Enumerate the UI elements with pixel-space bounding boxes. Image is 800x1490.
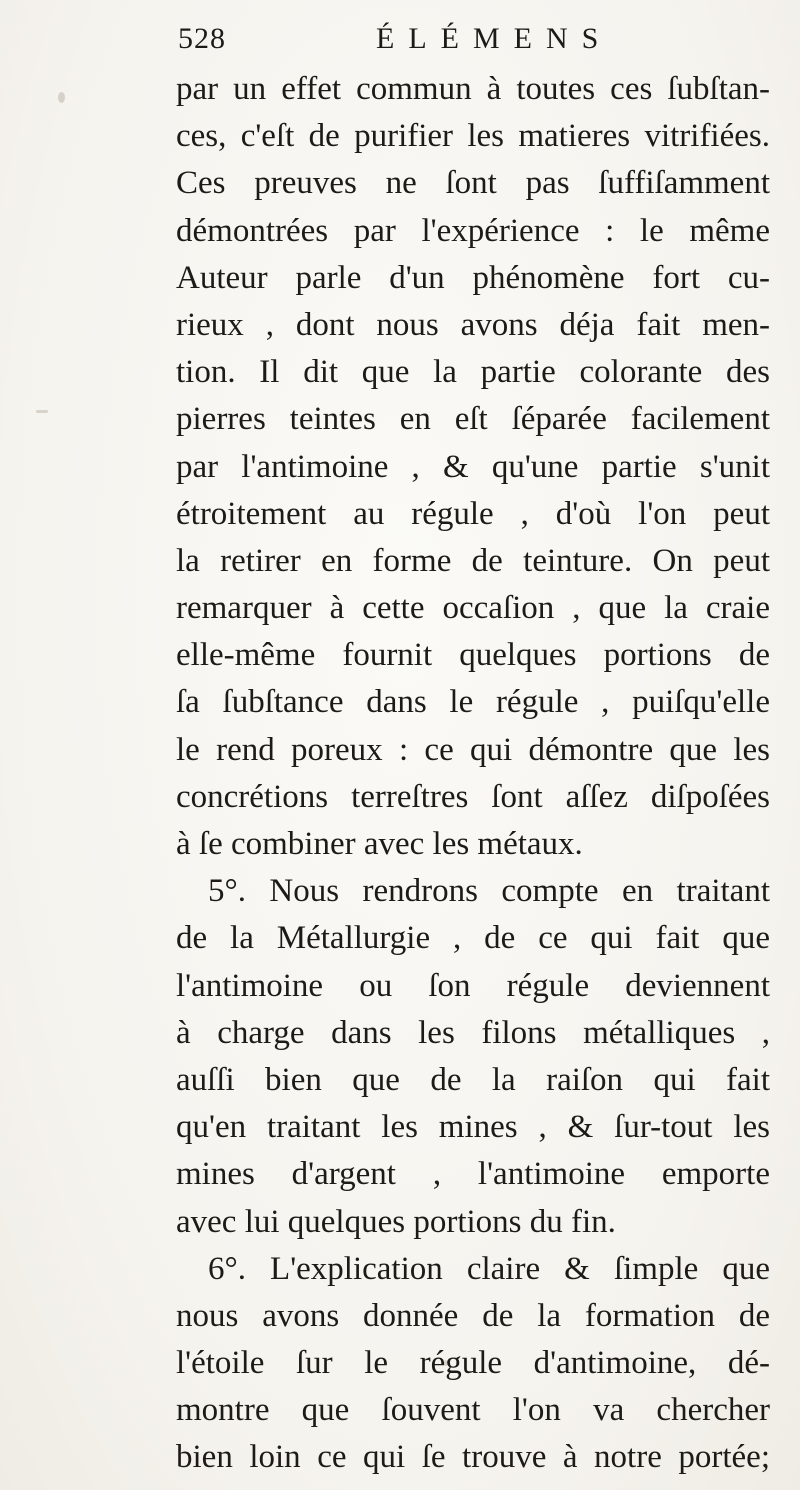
text-line: auſſi bien que de la raiſon qui fait: [176, 1061, 770, 1098]
text-line: montre que ſouvent l'on va chercher: [176, 1392, 770, 1429]
text-line: à ſe combiner avec les métaux.: [176, 826, 583, 862]
body-text: [176, 66, 770, 1482]
running-title: ÉLÉMENS: [376, 22, 613, 55]
text-line: concrétions terreſtres ſont aſſez diſpoſées: [176, 778, 770, 815]
text-line: remarquer à cette occaſion , que la craie: [176, 590, 770, 627]
text-line: démontrées par l'expérience : le même: [176, 212, 770, 249]
text-line: Auteur parle d'un phénomène fort cu-: [176, 259, 770, 296]
text-line: par un effet commun à toutes ces ſubſtan-: [176, 71, 770, 107]
text-line: la retirer en forme de teinture. On peut: [176, 542, 770, 579]
text-line: l'étoile ſur le régule d'antimoine, dé-: [176, 1345, 770, 1382]
text-line: mines d'argent , l'antimoine emporte: [176, 1156, 770, 1193]
text-line: 5°. Nous rendrons compte en traitant: [208, 873, 770, 910]
text-line: ſa ſubſtance dans le régule , puiſqu'elle: [176, 684, 770, 721]
paper-stain: [36, 410, 48, 413]
text-line: avec lui quelques portions du fin.: [176, 1203, 616, 1240]
text-line: par l'antimoine , & qu'une partie s'unit: [176, 448, 770, 485]
text-line: étroitement au régule , d'où l'on peut: [176, 495, 770, 532]
text-line: ces, c'eſt de purifier les matieres vitrifiées.: [176, 118, 770, 155]
text-line: elle-même fournit quelques portions de: [176, 637, 770, 674]
text-line: de la Métallurgie , de ce qui fait que: [176, 920, 770, 957]
text-line: bien loin ce qui ſe trouve à notre portée;: [176, 1439, 770, 1476]
text-line: rieux , dont nous avons déja fait men-: [176, 306, 770, 343]
text-line: tion. Il dit que la partie colorante des: [176, 354, 770, 391]
text-line: qu'en traitant les mines , & ſur-tout les: [176, 1109, 770, 1146]
text-line: à charge dans les filons métalliques ,: [176, 1014, 770, 1051]
text-line: 6°. L'explication claire & ſimple que: [208, 1250, 770, 1287]
text-line: l'antimoine ou ſon régule deviennent: [176, 967, 770, 1004]
page-number: 528: [178, 22, 226, 55]
text-line: pierres teintes en eſt ſéparée facilement: [176, 401, 770, 438]
text-line: nous avons donnée de la formation de: [176, 1297, 770, 1334]
paper-stain: [58, 92, 65, 103]
page-header: [178, 22, 698, 64]
text-line: le rend poreux : ce qui démontre que les: [176, 731, 770, 768]
text-line: Ces preuves ne ſont pas ſuffiſamment: [176, 165, 770, 202]
